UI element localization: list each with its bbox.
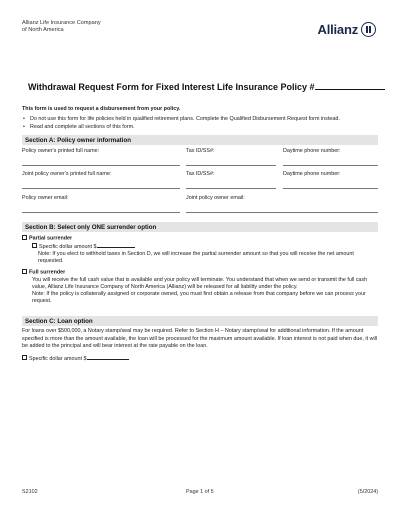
company-line-2: of North America [22, 27, 64, 33]
intro-block [22, 105, 378, 131]
brand-logo [318, 22, 377, 37]
joint-email-field[interactable] [186, 212, 378, 213]
full-surrender-option [22, 269, 378, 305]
partial-amount-row [22, 243, 378, 251]
full-surrender-text: You will receive the full cash value that is available and your policy will terminate. You understand that when we send or transmit the full cash value, Allianz Life Insurance Company of North America (Allianz) will be released for all liability under the policy. [32, 276, 368, 290]
owner-phone-label: Daytime phone number: [283, 148, 341, 154]
owner-phone-field[interactable] [283, 165, 378, 166]
joint-tax-label: Tax ID/SS#: [186, 171, 215, 177]
section-a-header: Section A: Policy owner information [22, 135, 378, 145]
owner-name-label: Policy owner's printed full name: [22, 148, 100, 154]
joint-email-label: Joint policy owner email: [186, 195, 245, 201]
loan-option-text: For loans over $500,000, a Notary stamp/seal may be required. Refer to Section H – Notary stamp/seal for additional information. If the amount specified is more than the amount available, the loan will be processed for the maximum amount available. If loan interest is not paid when due, it will be added to the principal and will bear interest at the rate payable on the loan. [22, 328, 378, 349]
partial-surrender-note: Note: If you elect to withhold taxes in Section D, we will increase the partial surrender amount so that you will receive the net amount requested. [38, 250, 354, 264]
owner-email-field[interactable] [22, 212, 180, 213]
brand-name: Allianz [317, 22, 358, 37]
loan-amount-row [22, 355, 378, 364]
partial-surrender-option [22, 235, 378, 265]
intro-bullet: • Do not use this form for life policies held in qualified retirement plans. Complete the Qualified Disbursement Request form instead. [22, 115, 378, 123]
loan-option-block [22, 328, 378, 363]
form-title [28, 82, 385, 92]
form-title-text: Withdrawal Request Form for Fixed Interest Life Insurance Policy # [28, 82, 315, 92]
partial-surrender-checkbox[interactable] [22, 235, 27, 240]
loan-amount-label: Specific dollar amount $ [29, 355, 87, 362]
owner-name-field[interactable] [22, 165, 180, 166]
section-b-header: Section B: Select only ONE surrender option [22, 222, 378, 232]
company-line-1: Allianz Life Insurance Company [22, 20, 101, 26]
full-surrender-checkbox[interactable] [22, 269, 27, 274]
joint-name-field[interactable] [22, 188, 180, 189]
owner-tax-field[interactable] [186, 165, 276, 166]
allianz-eagle-icon [361, 22, 376, 37]
form-id: S2102 [22, 489, 38, 495]
partial-surrender-row[interactable] [22, 235, 378, 243]
form-date: (5/2024) [357, 489, 378, 495]
intro-lead: This form is used to request a disbursement from your policy. [22, 106, 181, 112]
intro-bullets [22, 115, 378, 131]
loan-amount-checkbox[interactable] [22, 355, 27, 360]
loan-amount-field[interactable] [87, 355, 129, 360]
joint-phone-field[interactable] [283, 188, 378, 189]
company-name [22, 20, 101, 34]
full-surrender-row[interactable] [22, 269, 378, 277]
owner-email-label: Policy owner email: [22, 195, 69, 201]
section-c-header: Section C: Loan option [22, 316, 378, 326]
page-number: Page 1 of 5 [186, 489, 214, 495]
intro-bullet: • Read and complete all sections of this form. [22, 123, 378, 131]
specific-amount-checkbox[interactable] [32, 243, 37, 248]
owner-tax-label: Tax ID/SS#: [186, 148, 215, 154]
full-surrender-title: Full surrender [29, 269, 66, 276]
specific-amount-label: Specific dollar amount $ [39, 243, 97, 250]
policy-number-field[interactable] [315, 82, 385, 90]
joint-phone-label: Daytime phone number: [283, 171, 341, 177]
full-surrender-note: Note: If the policy is collaterally assigned or corporate owned, you must first obtain a release from that company before we can process your request. [32, 290, 366, 304]
partial-surrender-title: Partial surrender [29, 235, 73, 242]
joint-tax-field[interactable] [186, 188, 276, 189]
partial-amount-field[interactable] [97, 243, 135, 248]
joint-name-label: Joint policy owner's printed full name: [22, 171, 112, 177]
